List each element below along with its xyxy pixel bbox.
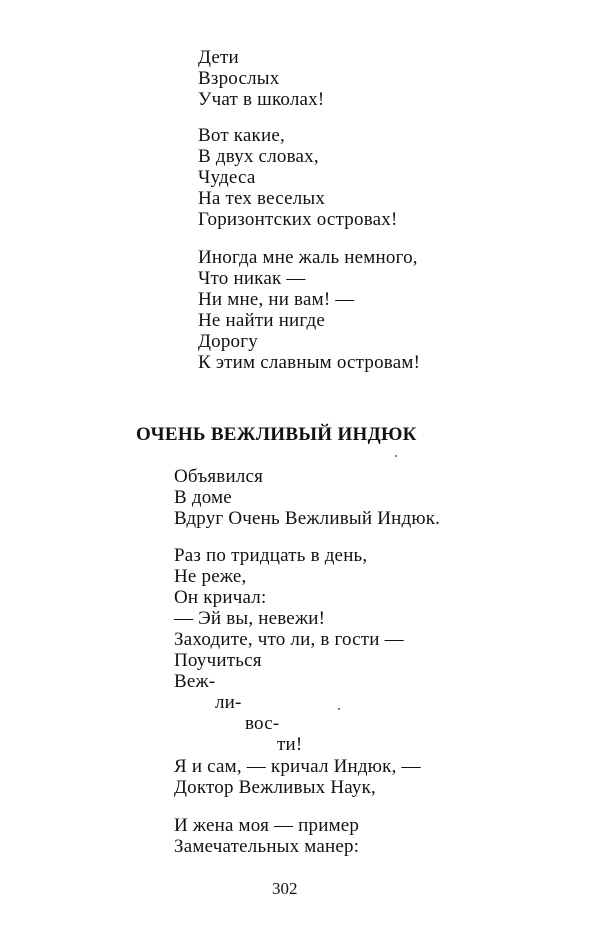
poem-title: ОЧЕНЬ ВЕЖЛИВЫЙ ИНДЮК xyxy=(136,424,417,445)
verse-line: Доктор Вежливых Наук, xyxy=(174,777,376,798)
verse-line: Поучиться xyxy=(174,650,262,671)
verse-line: Замечательных манер: xyxy=(174,836,360,857)
verse-line: На тех веселых xyxy=(198,188,326,209)
verse-line: Иногда мне жаль немного, xyxy=(198,247,418,268)
verse-line: Он кричал: xyxy=(174,587,267,608)
verse-line: В двух словах, xyxy=(198,146,319,167)
verse-line: Дети xyxy=(198,47,239,68)
verse-line-indented: вос- xyxy=(245,713,280,734)
verse-line-indented: ти! xyxy=(277,734,303,755)
verse-line: Я и сам, — кричал Индюк, — xyxy=(174,756,421,777)
verse-line: Раз по тридцать в день, xyxy=(174,545,368,566)
verse-line: Взрослых xyxy=(198,68,280,89)
verse-line: Учат в школах! xyxy=(198,89,325,110)
verse-line: — Эй вы, невежи! xyxy=(174,608,326,629)
print-speck xyxy=(395,455,397,457)
verse-line: Что никак — xyxy=(198,268,306,289)
verse-line: Заходите, что ли, в гости — xyxy=(174,629,404,650)
verse-line-indented: ли- xyxy=(215,692,242,713)
verse-line: И жена моя — пример xyxy=(174,815,360,836)
verse-line: Горизонтских островах! xyxy=(198,209,398,230)
verse-line: Веж- xyxy=(174,671,216,692)
verse-line: Ни мне, ни вам! — xyxy=(198,289,355,310)
verse-line: Не реже, xyxy=(174,566,247,587)
verse-line: В доме xyxy=(174,487,232,508)
verse-line: К этим славным островам! xyxy=(198,352,421,373)
verse-line: Чудеса xyxy=(198,167,256,188)
print-speck xyxy=(338,708,340,710)
verse-line: Вдруг Очень Вежливый Индюк. xyxy=(174,508,441,529)
verse-line: Не найти нигде xyxy=(198,310,325,331)
verse-line: Дорогу xyxy=(198,331,258,352)
page-number: 302 xyxy=(272,879,298,898)
verse-line: Вот какие, xyxy=(198,125,285,146)
verse-line: Объявился xyxy=(174,466,264,487)
